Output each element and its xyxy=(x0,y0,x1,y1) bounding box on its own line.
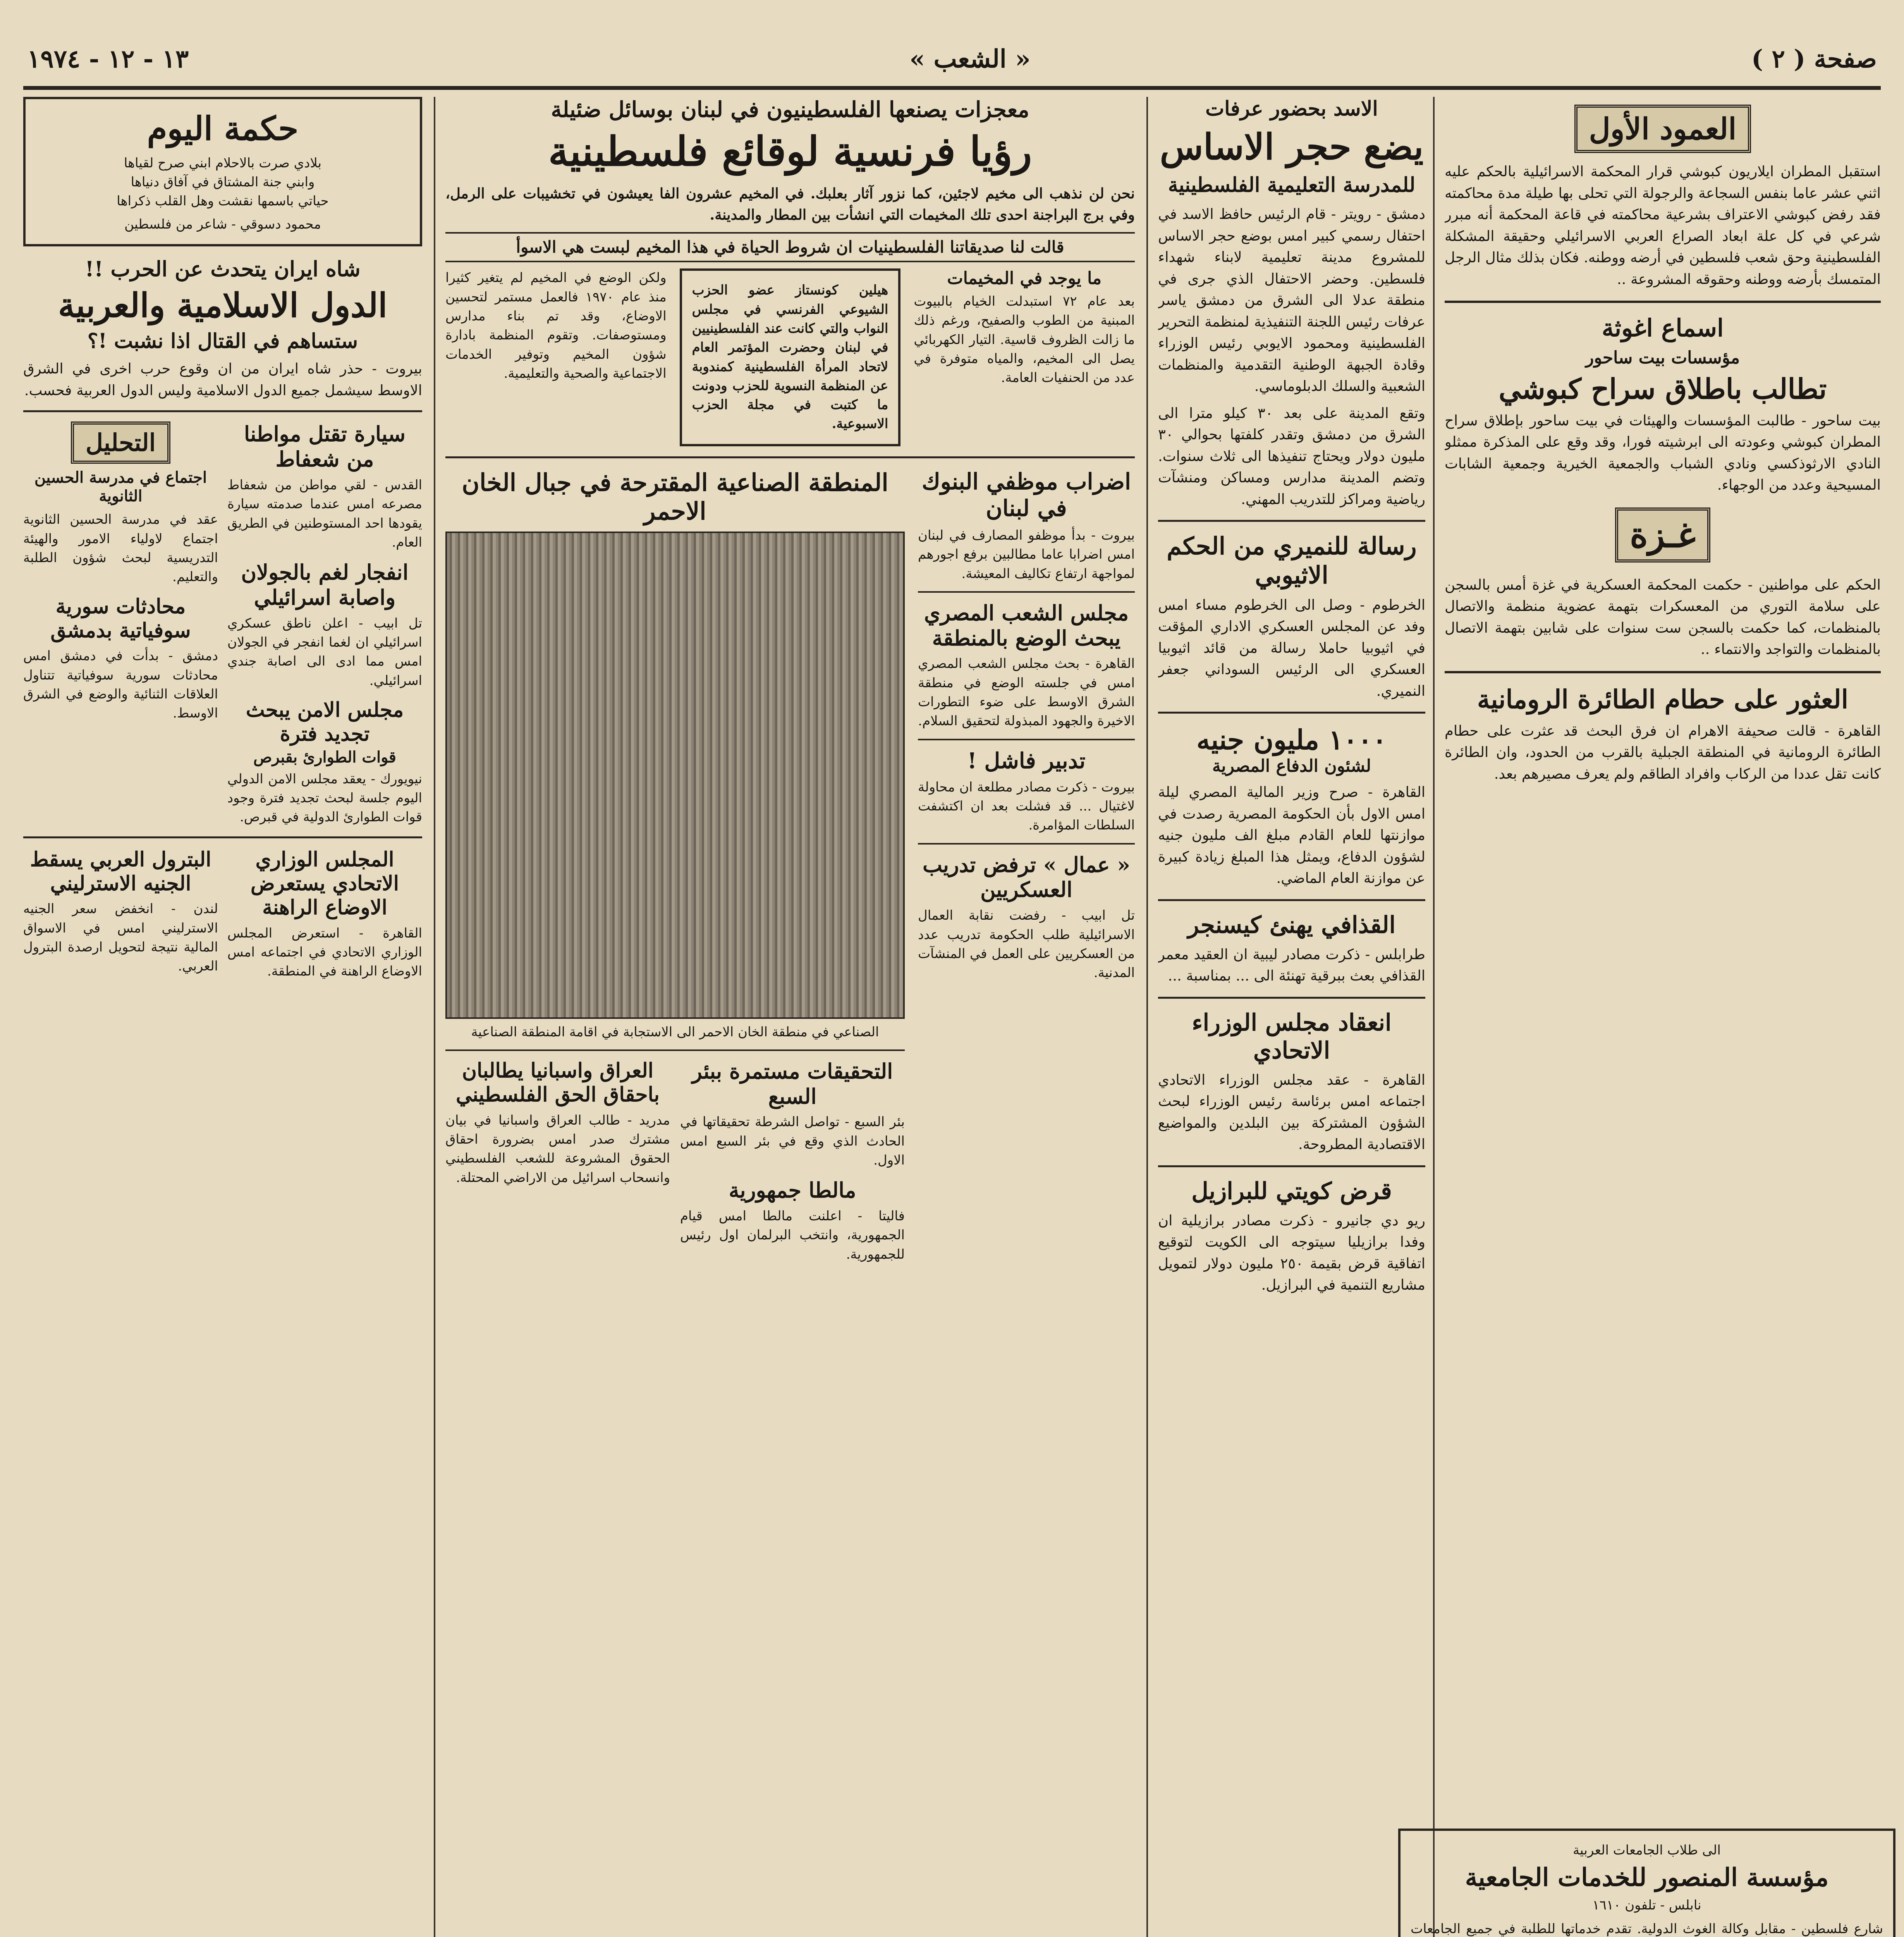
story-body: ريو دي جانيرو - ذكرت مصادر برازيلية ان وفدا برازيليا سيتوجه الى الكويت لتوقيع اتفاقية قرض بقيمة ٢٥٠ مليون دولار لتمويل مشاريع التنمية في البرازيل. xyxy=(1158,1212,1425,1294)
column-third xyxy=(445,97,1135,1937)
analysis-logo-wrap xyxy=(23,421,218,464)
story-body: عقد في مدرسة الحسين الثانوية اجتماع لاولياء الامور والهيئة التدريسية لبحث شؤون الطلبة والتعليم. xyxy=(23,512,218,585)
story-body: نيويورك - يعقد مجلس الامن الدولي اليوم جلسة لبحث تجديد فترة وجود قوات الطوارئ الدولية في قبرص. xyxy=(227,771,422,825)
story-subhead: لشئون الدفاع المصرية xyxy=(1212,756,1371,776)
main-headline: يضع حجر الاساس xyxy=(1160,126,1424,168)
divider xyxy=(1158,712,1425,714)
story-headline: اضراب موظفي البنوك في لبنان xyxy=(922,468,1131,522)
main-headline: الدول الاسلامية والعربية xyxy=(58,286,388,325)
story-body: القاهرة - استعرض المجلس الوزاري الاتحادي في اجتماعه امس الاوضاع الراهنة في المنطقة. xyxy=(227,925,422,979)
column-second xyxy=(1158,97,1425,1937)
brief xyxy=(445,1059,670,1264)
story-body: ولكن الوضع في المخيم لم يتغير كثيرا منذ عام ١٩٧٠ فالعمل مستمر لتحسين الاوضاع، وقد تم بناء مدارس ومستوصفات. وتقوم المنظمة بادارة شؤون المخيم وتوفير الخدمات الاجتماعية والصحية والتعليمية. xyxy=(445,270,667,381)
wisdom-verse: بلادي صرت بالاحلام ابني صرح لقياها xyxy=(124,155,322,171)
ad-address: نابلس - تلفون ١٦١٠ xyxy=(1592,1897,1701,1913)
story-headline: « عمال » ترفض تدريب العسكريين xyxy=(922,852,1131,902)
lower-section xyxy=(445,468,1135,1264)
story-subhead: للمدرسة التعليمية الفلسطينية xyxy=(1168,173,1416,197)
column-divider xyxy=(1146,97,1148,1937)
brief xyxy=(227,421,422,827)
story-subhead: ستساهم في القتال اذا نشبت !؟ xyxy=(87,329,358,353)
divider xyxy=(1158,520,1425,522)
wisdom-author: محمود دسوقي - شاعر من فلسطين xyxy=(124,216,321,232)
story-body: بيروت - بدأ موظفو المصارف في لبنان امس اضرابا عاما مطالبين برفع اجورهم لمواجهة ارتفاع تكاليف المعيشة. xyxy=(918,527,1135,581)
page-number: صفحة ( ٢ ) xyxy=(1751,45,1877,74)
wisdom-box xyxy=(23,97,422,246)
story-body: تل ابيب - اعلن ناطق عسكري اسرائيلي ان لغما انفجر في الجولان امس مما ادى الى اصابة جندي اسرائيلي. xyxy=(227,615,422,688)
story-subcolumn xyxy=(445,268,667,446)
divider xyxy=(918,591,1135,593)
brief xyxy=(23,421,218,827)
divider xyxy=(1158,899,1425,901)
brief xyxy=(23,848,218,981)
first-column-logo: العمود الأول xyxy=(1574,105,1751,153)
story-headline: انفجار لغم بالجولان واصابة اسرائيلي xyxy=(241,560,409,610)
story-body: القاهرة - بحث مجلس الشعب المصري امس في جلسته الوضع في منطقة الشرق الاوسط على ضوء التطورات الاخيرة والجهود المبذولة لتحقيق السلام. xyxy=(918,656,1135,729)
divider xyxy=(1445,301,1881,303)
gaza-section-logo: غـزة xyxy=(1615,507,1710,563)
story-kicker: الاسد بحضور عرفات xyxy=(1205,97,1378,120)
story-headline: انعقاد مجلس الوزراء الاتحادي xyxy=(1192,1009,1392,1064)
story-headline: تطالب باطلاق سراح كبوشي xyxy=(1498,372,1827,406)
story-columns xyxy=(445,268,1135,446)
story-body: فاليتا - اعلنت مالطا امس قيام الجمهورية، وانتخب البرلمان اول رئيس للجمهورية. xyxy=(680,1208,905,1262)
story-headline: العراق واسبانيا يطالبان باحقاق الحق الفلسطيني xyxy=(456,1058,660,1107)
story-body: لندن - انخفض سعر الجنيه الاسترليني امس في الاسواق المالية نتيجة لتحويل ارصدة البترول العربي. xyxy=(23,901,218,974)
ad-title: مؤسسة المنصور للخدمات الجامعية xyxy=(1465,1863,1829,1892)
story-kicker: مؤسسات بيت ساحور xyxy=(1585,348,1740,368)
story-body: بيروت - ذكرت مصادر مطلعة ان محاولة لاغتيال ... قد فشلت بعد ان اكتشفت السلطات المؤامرة. xyxy=(918,779,1135,833)
divider xyxy=(1445,671,1881,673)
story-kicker: معجزات يصنعها الفلسطينيون في لبنان بوسائل ضئيلة xyxy=(551,97,1029,122)
story-subhead: قوات الطوارئ بقبرص xyxy=(253,748,396,766)
wisdom-verse: وابني جنة المشتاق في آفاق دنياها xyxy=(131,174,315,190)
briefs-column xyxy=(918,468,1135,1264)
story-subcolumn xyxy=(914,268,1135,446)
ad-preline: الى طلاب الجامعات العربية xyxy=(1573,1842,1721,1858)
landscape-photo xyxy=(445,532,905,1019)
divider xyxy=(918,739,1135,740)
wisdom-verse: حياتي باسمها نقشت وهل القلب ذكراها xyxy=(117,193,329,209)
story-body: وتقع المدينة على بعد ٣٠ كيلو مترا الى الشرق من دمشق وتقدر كلفتها بحوالي ٣٠ مليون دولار ويحتاج تنفيذها الى ثلاث سنوات. وتضم المدينة مدارس ومساكن ومنشآت رياضية ومراكز للتدريب المهني. xyxy=(1158,404,1425,507)
column-divider xyxy=(434,97,435,1937)
story-body: بعد عام ٧٢ استبدلت الخيام بالبيوت المبنية من الطوب والصفيح، ورغم ذلك ما زالت الظروف قاسية. التيار الكهربائي يصل الى المخيم، والمياه متوفرة في عدد من الحنفيات العامة. xyxy=(914,294,1135,386)
story-subcolumn xyxy=(680,268,901,446)
story-headline: رسالة للنميري من الحكم الاثيوبي xyxy=(1167,532,1417,589)
column-first xyxy=(1445,97,1881,1937)
divider xyxy=(1158,997,1425,999)
gaza-logo-wrap xyxy=(1445,507,1881,563)
university-services-ad xyxy=(1398,1829,1895,1937)
divider xyxy=(1158,1165,1425,1167)
story-headline: محادثات سورية سوفياتية بدمشق xyxy=(50,594,191,642)
story-headline: اجتماع في مدرسة الحسين الثانوية xyxy=(34,468,207,506)
profile-box: هيلين كونستاز عضو الحزب الشيوعي الفرنسي في مجلس النواب والتي كانت عند الفلسطينيين في لبنان وحضرت المؤتمر العام لاتحاد المرأة الفلسطينية كمندوبة عن المنظمة النسوية للحزب ودونت ما كتبت في مجلة الحزب الاسبوعية. xyxy=(680,268,901,446)
story-headline: مجلس الشعب المصري يبحث الوضع بالمنطقة xyxy=(924,600,1129,650)
issue-date: ١٣ - ١٢ - ١٩٧٤ xyxy=(27,45,189,74)
story-headline: تدبير فاشل ! xyxy=(967,748,1086,774)
divider xyxy=(445,1049,905,1051)
story-headline: العثور على حطام الطائرة الرومانية xyxy=(1477,684,1849,714)
divider xyxy=(445,456,1135,458)
story-quote: قالت لنا صديقاتنا الفلسطينيات ان شروط الحياة في هذا المخيم لبست هي الاسوأ xyxy=(445,232,1135,262)
briefs-pair xyxy=(23,421,422,827)
section-logo-wrap xyxy=(1445,105,1881,153)
story-body: دمشق - بدأت في دمشق امس محادثات سورية سوفياتية تتناول العلاقات الثنائية والوضع في الشرق الاوسط. xyxy=(23,648,218,721)
story-body: القدس - لقي مواطن من شعفاط مصرعه امس عندما صدمته سيارة يقودها احد المستوطنين في الطريق العام. xyxy=(227,477,422,550)
divider xyxy=(918,843,1135,845)
feature-briefs xyxy=(445,1059,905,1264)
page-header xyxy=(27,37,1877,81)
photo-caption: الصناعي في منطقة الخان الاحمر الى الاستجابة في اقامة المنطقة الصناعية xyxy=(471,1024,879,1040)
divider xyxy=(23,410,422,412)
ad-body: شارع فلسطين - مقابل وكالة الغوث الدولية. تقدم خدماتها للطلبة في جميع الجامعات xyxy=(1411,1921,1883,1937)
newspaper-name: « الشعب » xyxy=(909,45,1031,74)
story-headline: البترول العربي يسقط الجنيه الاسترليني xyxy=(30,847,211,895)
story-subhead: ما يوجد في المخيمات xyxy=(947,268,1102,289)
story-body: القاهرة - قالت صحيفة الاهرام ان فرق البحث قد عثرت على حطام الطائرة الرومانية في المنطقة الجبلية بالقرب من الحدود، وان الطائرة كانت تقل عددا من الركاب وافراد الطاقم ولم يعرف مصيرهم بعد. xyxy=(1445,722,1881,782)
story-headline: ١٠٠٠ مليون جنيه xyxy=(1196,724,1387,756)
story-headline: المجلس الوزاري الاتحادي يستعرض الاوضاع الراهنة xyxy=(250,847,399,920)
story-headline: التحقيقات مستمرة ببئر السبع xyxy=(692,1058,893,1109)
story-headline: قرض كويتي للبرازيل xyxy=(1191,1177,1392,1205)
story-body: القاهرة - عقد مجلس الوزراء الاتحادي اجتماعه امس برئاسة رئيس الوزراء لبحث الشؤون المشتركة بين البلدين والمواضيع الاقتصادية المطروحة. xyxy=(1158,1071,1425,1153)
story-body: بئر السبع - تواصل الشرطة تحقيقاتها في الحادث الذي وقع في بئر السبع امس الاول. xyxy=(680,1114,905,1168)
story-headline: القذافي يهنئ كيسنجر xyxy=(1187,911,1396,939)
column-divider xyxy=(1433,97,1435,1937)
story-body: بيت ساحور - طالبت المؤسسات والهيئات في بيت ساحور بإطلاق سراح المطران كبوشي وعودته الى ابرشيته فورا، وقد وقع على المذكرة ممثلو النادي الارثوذكسي ونادي الشباب والجمعية الخيرية وجمعية الشابات المسيحية وعدد من الوجهاء. xyxy=(1445,412,1881,494)
first-column-text: استقبل المطران ايلاريون كبوشي قرار المحكمة الاسرائيلية بالحكم عليه اثني عشر عاما بنفس السجاعة والرجولة التي تحلى بها طيلة مدة محاكمته فقد رفض كبوشي الاعتراف بشرعية محاكمته في قاعة المحكمة أنه مبرر شرعي في كل علة ابعاد الصراع العربي الاسرائيلي وحقيقة المشكلة الفلسطينية وحق شعب فلسطين في أرضه ووطنه. فكان بذلك مثال الرجل المتمسك بأرضه ووطنه وحقوقه المشروعة .. xyxy=(1445,163,1881,287)
story-headline: مالطا جمهورية xyxy=(729,1178,856,1203)
briefs-pair xyxy=(23,848,422,981)
picture-headline: المنطقة الصناعية المقترحة في جبال الخان الاحمر xyxy=(462,468,888,526)
column-fourth xyxy=(23,97,422,1937)
story-kicker: اسماع اغوثة xyxy=(1602,314,1724,342)
brief xyxy=(680,1059,905,1264)
story-body: الخرطوم - وصل الى الخرطوم مساء امس وفد عن المجلس العسكري الاداري المؤقت في اثيوبيا حاملا رسالة من قائد اثيوبيا العسكري الى الرئيس السوداني جعفر النميري. xyxy=(1158,596,1425,699)
story-body: طرابلس - ذكرت مصادر ليبية ان العقيد معمر القذافي بعث ببرقية تهنئة الى ... بمناسبة ... xyxy=(1158,946,1425,984)
story-headline: مجلس الامن يبحث تجديد فترة xyxy=(246,698,404,746)
story-headline: سيارة تقتل مواطنا من شعفاط xyxy=(244,421,406,472)
header-rule xyxy=(23,86,1881,90)
story-kicker: شاه ايران يتحدث عن الحرب !! xyxy=(85,256,361,281)
analysis-logo: التحليل xyxy=(71,421,170,464)
story-body: القاهرة - صرح وزير المالية المصري ليلة امس الاول بأن الحكومة المصرية رصدت في موازنتها للعام القادم مبلغ الف مليون جنيه لشؤون الدفاع، ويمثل هذا المبلغ زيادة كبيرة عن موازنة العام الماضي. xyxy=(1158,784,1425,887)
story-body: الحكم على مواطنين - حكمت المحكمة العسكرية في غزة أمس بالسجن على سلامة التوري من المعسكرات بتهمة عضوية منظمة والاتصال بالمنظمات، كما حكمت بالسجن ست سنوات على شابين بتهمة الاتصال بالمنظمات والتواجد والانتماء .. xyxy=(1445,576,1881,658)
brief xyxy=(227,848,422,981)
main-headline: رؤيا فرنسية لوقائع فلسطينية xyxy=(548,127,1032,175)
story-body: دمشق - رويتر - قام الرئيس حافظ الاسد في احتفال رسمي كبير امس بوضع حجر الاساس للمشروع مدينة تعليمية لابناء شهداء فلسطين. وحضر الاحتفال الذي جرى في منطقة عدلا الى الشرق من دمشق ياسر عرفات رئيس اللجنة التنفيذية لمنظمة التحرير الفلسطينية ومحمود الايوبي رئيس الوزراء وقادة الجبهة الوطنية التقدمية والمنظمات الشعبية والسلك الدبلوماسي. xyxy=(1158,206,1425,395)
story-body: مدريد - طالب العراق واسبانيا في بيان مشترك صدر امس بضرورة احقاق الحقوق المشروعة للشعب الفلسطيني وانسحاب اسرائيل من الاراضي المحتلة. xyxy=(445,1112,670,1185)
story-lead: نحن لن نذهب الى مخيم لاجئين، كما نزور آثار بعلبك. في المخيم عشرون الفا يعيشون في تخشيبات على الرمل، وفي برج البراجنة احدى تلك المخيمات التي انشأت بين المطار والمدينة. xyxy=(445,184,1135,224)
divider xyxy=(23,836,422,838)
story-body: تل ابيب - رفضت نقابة العمال الاسرائيلية طلب الحكومة تدريب عدد من العسكريين على العمل في المنشآت المدنية. xyxy=(918,908,1135,981)
wisdom-title: حكمة اليوم xyxy=(147,109,299,148)
feature-column xyxy=(445,468,905,1264)
story-body: بيروت - حذر شاه ايران من ان وقوع حرب اخرى في الشرق الاوسط سيشمل جميع الدول الاسلامية وليس الدول العربية فحسب. xyxy=(23,360,422,399)
